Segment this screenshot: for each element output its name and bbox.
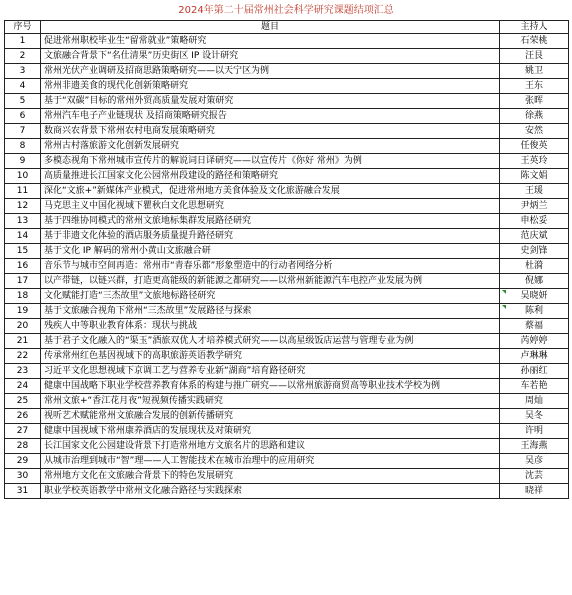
row-host[interactable]: 沈芸 [500,469,569,484]
table-row[interactable] [5,34,569,49]
sheet-title: 2024年第二十届常州社会科学研究课题结项汇总 [178,5,394,16]
row-topic[interactable]: 以产带链，以链兴群，打造更高能级的新能源之都研究——以常州新能源汽车电控产业发展为例 [41,274,500,289]
row-topic[interactable]: 基于文旅融合视角下常州“三杰故里”发展路径与探索 [41,304,500,319]
row-topic[interactable]: 视听艺术赋能常州文旅融合发展的创新传播研究 [41,409,500,424]
header-host[interactable]: 主持人 [500,21,569,34]
row-topic[interactable]: 基于“双碳”目标的常州外贸高质量发展对策研究 [41,94,500,109]
row-host[interactable]: 芮婷婷 [500,334,569,349]
table-row[interactable] [5,244,569,259]
table-row[interactable] [5,109,569,124]
row-topic[interactable]: 基于非遗文化体验的酒店服务质量提升路径研究 [41,229,500,244]
row-number[interactable]: 5 [5,94,41,109]
table-row[interactable] [5,409,569,424]
row-number[interactable]: 14 [5,229,41,244]
row-number[interactable]: 21 [5,334,41,349]
row-host[interactable]: 尹炳兰 [500,199,569,214]
table-row[interactable] [5,154,569,169]
row-topic[interactable]: 文旅融合背景下“名仕清果”历史街区 IP 设计研究 [41,49,500,64]
row-host[interactable]: 王英玲 [500,154,569,169]
row-topic[interactable]: 从城市治理到城市“智”理——人工智能技术在城市治理中的应用研究 [41,454,500,469]
row-host[interactable]: 吴晓妍 [500,289,569,304]
row-topic[interactable]: 习近平文化思想视域下京调工艺与营养专业新“湖商”培育路径研究 [41,364,500,379]
table-row[interactable] [5,169,569,184]
table-body [5,34,569,499]
row-host[interactable]: 车若艳 [500,379,569,394]
row-topic[interactable]: 深化“文旅+”新媒体产业模式，促进常州地方美食体验及文化旅游融合发展 [41,184,500,199]
row-number[interactable]: 7 [5,124,41,139]
row-topic[interactable]: 长江国家文化公园建设背景下打造常州地方文旅名片的思路和建议 [41,439,500,454]
row-number[interactable]: 1 [5,34,41,49]
row-host[interactable]: 王海燕 [500,439,569,454]
table-row[interactable] [5,124,569,139]
row-host[interactable]: 张晖 [500,94,569,109]
row-host[interactable]: 姚卫 [500,64,569,79]
table-row[interactable] [5,439,569,454]
row-number[interactable]: 23 [5,364,41,379]
row-number[interactable]: 10 [5,169,41,184]
table-row[interactable] [5,304,569,319]
table-row[interactable] [5,229,569,244]
table-row[interactable] [5,394,569,409]
table-row[interactable] [5,454,569,469]
row-host[interactable]: 吴冬 [500,409,569,424]
row-topic[interactable]: 常州地方文化在文旅融合背景下的特色发展研究 [41,469,500,484]
row-host[interactable]: 陈利 [500,304,569,319]
row-number[interactable]: 18 [5,289,41,304]
row-number[interactable]: 8 [5,139,41,154]
row-host[interactable]: 石荣桃 [500,34,569,49]
table-row[interactable] [5,364,569,379]
row-number[interactable]: 19 [5,304,41,319]
row-host[interactable]: 史剑锋 [500,244,569,259]
row-host[interactable]: 王东 [500,79,569,94]
row-number[interactable]: 29 [5,454,41,469]
table-row[interactable] [5,319,569,334]
row-topic[interactable]: 多模态视角下常州城市宣传片的解说词日译研究——以宣传片《你好 常州》为例 [41,154,500,169]
row-host[interactable]: 安然 [500,124,569,139]
row-topic[interactable]: 常州汽车电子产业链现状 及招商策略研究报告 [41,109,500,124]
table-row[interactable] [5,259,569,274]
cell-comment-marker-icon[interactable] [502,305,506,309]
row-number[interactable]: 26 [5,409,41,424]
row-topic[interactable]: 马克思主义中国化视域下瞿秋白文化思想研究 [41,199,500,214]
row-host[interactable]: 汪艮 [500,49,569,64]
row-host[interactable]: 吴彦 [500,454,569,469]
row-topic[interactable]: 促进常州职校毕业生“留常就业”策略研究 [41,34,500,49]
row-host[interactable]: 晓祥 [500,484,569,499]
row-topic[interactable]: 音乐节与城市空间再造：常州市“青春乐都”形象塑造中的行动者网络分析 [41,259,500,274]
row-host[interactable]: 卢琳琳 [500,349,569,364]
row-topic[interactable]: 传承常州红色基因视域下的高职旅游英语教学研究 [41,349,500,364]
row-number[interactable]: 30 [5,469,41,484]
row-number[interactable]: 28 [5,439,41,454]
table-row[interactable] [5,469,569,484]
header-topic[interactable]: 题目 [41,21,500,34]
row-host[interactable]: 申松妥 [500,214,569,229]
row-topic[interactable]: 常州光伏产业调研及招商思路策略研究——以天宁区为例 [41,64,500,79]
row-topic[interactable]: 常州非遗美食的现代化创新策略研究 [41,79,500,94]
row-number[interactable]: 2 [5,49,41,64]
row-number[interactable]: 24 [5,379,41,394]
row-topic[interactable]: 基于文化 IP 解码的常州小黄山文旅融合研 [41,244,500,259]
row-host[interactable]: 周灿 [500,394,569,409]
row-number[interactable]: 17 [5,274,41,289]
row-host[interactable]: 王瑗 [500,184,569,199]
table-row[interactable] [5,424,569,439]
table-header-row [5,21,569,34]
row-number[interactable]: 16 [5,259,41,274]
table-row[interactable] [5,64,569,79]
row-topic[interactable]: 健康中国视域下常州康养酒店的发展现状及对策研究 [41,424,500,439]
row-host[interactable]: 孙丽红 [500,364,569,379]
row-number[interactable]: 9 [5,154,41,169]
row-number[interactable]: 13 [5,214,41,229]
row-number[interactable]: 11 [5,184,41,199]
row-topic[interactable]: 残疾人中等职业教育体系：现状与挑战 [41,319,500,334]
row-host[interactable]: 范庆斌 [500,229,569,244]
row-host[interactable]: 徐燕 [500,109,569,124]
table-row[interactable] [5,79,569,94]
row-number[interactable]: 20 [5,319,41,334]
row-number[interactable]: 3 [5,64,41,79]
row-number[interactable]: 31 [5,484,41,499]
row-number[interactable]: 6 [5,109,41,124]
row-topic[interactable]: 常州古村落旅游文化创新发展研究 [41,139,500,154]
row-host[interactable]: 许明 [500,424,569,439]
row-host[interactable]: 杜漪 [500,259,569,274]
table-row[interactable] [5,184,569,199]
header-no[interactable]: 序号 [5,21,41,34]
row-host[interactable]: 陈文娟 [500,169,569,184]
row-topic[interactable]: 职业学校英语教学中常州文化融合路径与实践探索 [41,484,500,499]
row-host[interactable]: 蔡福 [500,319,569,334]
table-row[interactable] [5,379,569,394]
row-number[interactable]: 25 [5,394,41,409]
row-host[interactable]: 倪娜 [500,274,569,289]
table-row[interactable] [5,484,569,499]
table-row[interactable] [5,289,569,304]
row-number[interactable]: 4 [5,79,41,94]
table-row[interactable] [5,49,569,64]
row-number[interactable]: 22 [5,349,41,364]
row-topic[interactable]: 高质量推进长江国家文化公园常州段建设的路径和策略研究 [41,169,500,184]
row-topic[interactable]: 健康中国战略下职业学校营养教育体系的构建与推广研究——以常州旅游商贸高等职业技术学校为例 [41,379,500,394]
table-row[interactable] [5,334,569,349]
cell-comment-marker-icon[interactable] [502,290,506,294]
row-number[interactable]: 12 [5,199,41,214]
table-row[interactable] [5,274,569,289]
table-row[interactable] [5,94,569,109]
row-topic[interactable]: 常州文旅+“香江花月夜”短视频传播实践研究 [41,394,500,409]
table-row[interactable] [5,349,569,364]
table-row[interactable] [5,139,569,154]
row-host[interactable]: 任俊英 [500,139,569,154]
row-topic[interactable]: 数商兴农背景下常州农村电商发展策略研究 [41,124,500,139]
table-row[interactable] [5,199,569,214]
project-table [4,20,569,499]
table-row[interactable] [5,214,569,229]
row-topic[interactable]: 基于君子文化融入的“渠玉”酒旅双优人才培养模式研究——以高星级饭店运营与管理专业为例 [41,334,500,349]
row-number[interactable]: 27 [5,424,41,439]
row-number[interactable]: 15 [5,244,41,259]
row-topic[interactable]: 文化赋能打造“三杰故里”文旅地标路径研究 [41,289,500,304]
row-topic[interactable]: 基于四维协同模式的常州文旅地标集群发展路径研究 [41,214,500,229]
